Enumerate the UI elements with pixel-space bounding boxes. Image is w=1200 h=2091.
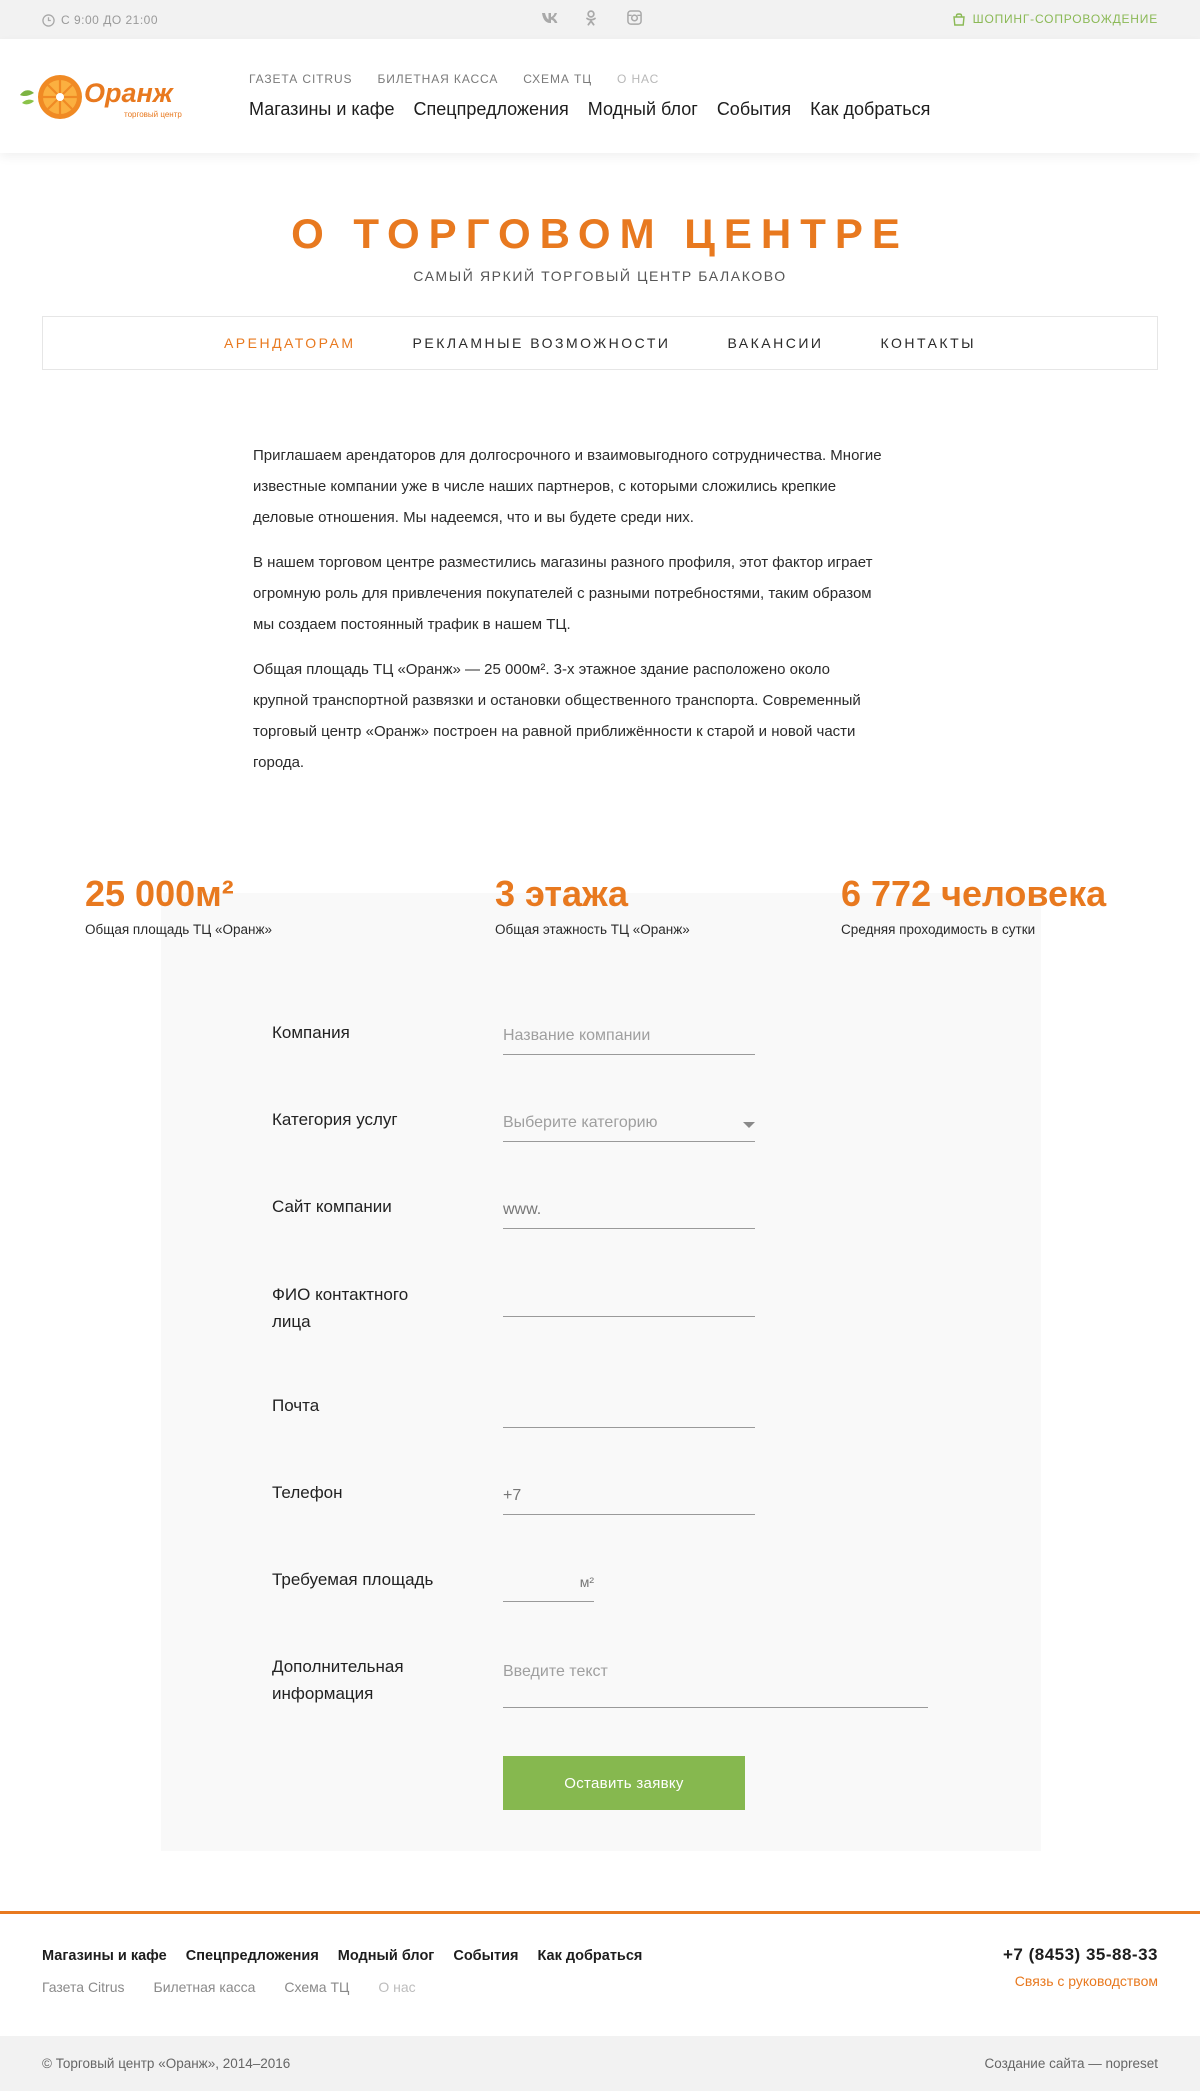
shopping-bag-icon bbox=[952, 12, 966, 26]
intro-line: известные компании уже в числе наших партнеров, с которыми сложились крепкие bbox=[253, 478, 837, 495]
tab-advertising[interactable]: РЕКЛАМНЫЕ ВОЗМОЖНОСТИ bbox=[412, 335, 671, 351]
section-tabs bbox=[42, 316, 1158, 370]
page-title: О ТОРГОВОМ ЦЕНТРЕ bbox=[291, 210, 909, 257]
stat-floors bbox=[495, 872, 690, 937]
subnav-item-map[interactable]: СХЕМА ТЦ bbox=[523, 72, 592, 86]
main-nav bbox=[249, 99, 930, 120]
intro-paragraph-1 bbox=[253, 440, 953, 533]
opening-hours-text: С 9:00 ДО 21:00 bbox=[61, 13, 159, 27]
site-header bbox=[0, 39, 1200, 153]
stat-traffic bbox=[841, 872, 1106, 937]
shopping-assist-label: ШОПИНГ-СОПРОВОЖДЕНИЕ bbox=[972, 12, 1158, 26]
nav-item-offers[interactable]: Спецпредложения bbox=[413, 99, 569, 119]
intro-line: города. bbox=[253, 754, 305, 771]
shopping-assist-link[interactable] bbox=[952, 12, 1158, 26]
contact-person-label: ФИО контактного лица bbox=[272, 1285, 409, 1331]
instagram-icon[interactable] bbox=[627, 10, 643, 26]
intro-line: мы создаем постоянный трафик в нашем ТЦ. bbox=[253, 616, 571, 633]
page-subtitle: САМЫЙ ЯРКИЙ ТОРГОВЫЙ ЦЕНТР БАЛАКОВО bbox=[413, 268, 787, 284]
logo[interactable] bbox=[16, 69, 212, 125]
stat-value: 3 этажа bbox=[495, 873, 629, 914]
info-textarea[interactable]: Введите текст bbox=[503, 1655, 928, 1708]
footer-divider bbox=[0, 1911, 1200, 1914]
subnav-item-tickets[interactable]: БИЛЕТНАЯ КАССА bbox=[377, 72, 499, 86]
area-label: Требуемая площадь bbox=[272, 1570, 434, 1589]
intro-line: Приглашаем арендаторов для долгосрочного и взаимовыгодного сотрудничества. Многие bbox=[253, 447, 882, 464]
footer-nav-directions[interactable]: Как добраться bbox=[537, 1948, 643, 1964]
stat-value: 25 000м² bbox=[85, 873, 234, 914]
footer-subnav-map[interactable]: Схема ТЦ bbox=[284, 1979, 350, 1995]
top-bar bbox=[0, 0, 1200, 39]
chevron-down-icon bbox=[743, 1122, 755, 1128]
intro-paragraph-2 bbox=[253, 547, 953, 640]
logo-brand: Оранж bbox=[84, 78, 173, 108]
nav-item-blog[interactable]: Модный блог bbox=[587, 99, 698, 119]
area-field[interactable] bbox=[503, 1566, 594, 1602]
site-label: Сайт компании bbox=[272, 1197, 392, 1216]
nav-item-directions[interactable]: Как добраться bbox=[810, 99, 931, 119]
site-field[interactable]: www. bbox=[503, 1193, 755, 1229]
intro-line: огромную роль для привлечения покупателей с разными потребностями, таким образом bbox=[253, 585, 872, 602]
email-label: Почта bbox=[272, 1396, 320, 1415]
contact-person-field[interactable] bbox=[503, 1281, 755, 1317]
subnav-item-citrus[interactable]: ГАЗЕТА CITRUS bbox=[249, 72, 353, 86]
intro-line: Общая площадь ТЦ «Оранж» — 25 000м². 3-х этажное здание расположено около bbox=[253, 661, 830, 678]
tab-vacancies[interactable]: ВАКАНСИИ bbox=[727, 335, 824, 351]
footer-subnav-citrus[interactable]: Газета Citrus bbox=[42, 1979, 125, 1995]
footer-nav bbox=[42, 1948, 642, 1964]
stat-caption: Общая этажность ТЦ «Оранж» bbox=[495, 922, 690, 937]
category-select-value: Выберите категорию bbox=[503, 1114, 658, 1131]
nav-item-shops[interactable]: Магазины и кафе bbox=[249, 99, 395, 119]
tab-contacts[interactable]: КОНТАКТЫ bbox=[880, 335, 977, 351]
area-unit: м² bbox=[579, 1574, 594, 1590]
tab-tenants[interactable]: АРЕНДАТОРАМ bbox=[223, 335, 356, 351]
nav-item-events[interactable]: События bbox=[716, 99, 792, 119]
intro-line: В нашем торговом центре разместились магазины разного профиля, этот фактор играет bbox=[253, 554, 873, 571]
email-field[interactable] bbox=[503, 1392, 755, 1428]
footer-nav-events[interactable]: События bbox=[453, 1948, 519, 1964]
stat-area bbox=[85, 872, 272, 937]
stat-value: 6 772 человека bbox=[841, 873, 1107, 914]
subnav-item-about[interactable]: О НАС bbox=[617, 72, 660, 86]
intro-line: деловые отношения. Мы надеемся, что и вы будете среди них. bbox=[253, 509, 694, 526]
odnoklassniki-icon[interactable] bbox=[584, 10, 600, 26]
footer-nav-blog[interactable]: Модный блог bbox=[337, 1948, 435, 1964]
company-field[interactable]: Название компании bbox=[503, 1019, 755, 1055]
footer-subnav bbox=[42, 1979, 416, 1995]
intro-text bbox=[253, 440, 953, 792]
intro-line: крупной транспортной развязки и остановки общественного транспорта. Современный bbox=[253, 692, 861, 709]
category-select[interactable] bbox=[503, 1106, 755, 1142]
footer-subnav-about[interactable]: О нас bbox=[378, 1979, 416, 1995]
info-label: Дополнительная информация bbox=[272, 1657, 404, 1703]
submit-button[interactable]: Оставить заявку bbox=[503, 1756, 745, 1810]
social-links bbox=[541, 10, 643, 26]
category-label: Категория услуг bbox=[272, 1110, 398, 1129]
vk-icon[interactable] bbox=[541, 10, 557, 26]
company-label: Компания bbox=[272, 1023, 350, 1042]
phone-field[interactable]: +7 bbox=[503, 1479, 755, 1515]
phone-label: Телефон bbox=[272, 1483, 343, 1502]
stat-caption: Общая площадь ТЦ «Оранж» bbox=[85, 922, 273, 937]
footer-nav-shops[interactable]: Магазины и кафе bbox=[42, 1948, 167, 1964]
footer-phone[interactable]: +7 (8453) 35-88-33 bbox=[1002, 1945, 1158, 1964]
site-credit[interactable]: Создание сайта — nopreset bbox=[984, 2056, 1158, 2071]
stat-caption: Средняя проходимость в сутки bbox=[841, 922, 1036, 937]
clock-icon bbox=[42, 14, 55, 27]
intro-paragraph-3 bbox=[253, 654, 953, 778]
footer-nav-offers[interactable]: Спецпредложения bbox=[185, 1948, 319, 1964]
logo-tagline: торговый центр bbox=[124, 110, 182, 119]
copyright: © Торговый центр «Оранж», 2014–2016 bbox=[42, 2056, 291, 2071]
secondary-nav bbox=[249, 72, 659, 86]
intro-line: торговый центр «Оранж» построен на равной приближённости к старой и новой части bbox=[253, 723, 856, 740]
management-contact-link[interactable]: Связь с руководством bbox=[1014, 1973, 1158, 1989]
opening-hours bbox=[42, 13, 158, 27]
bottom-bar bbox=[0, 2036, 1200, 2091]
footer-subnav-tickets[interactable]: Билетная касса bbox=[153, 1979, 256, 1995]
